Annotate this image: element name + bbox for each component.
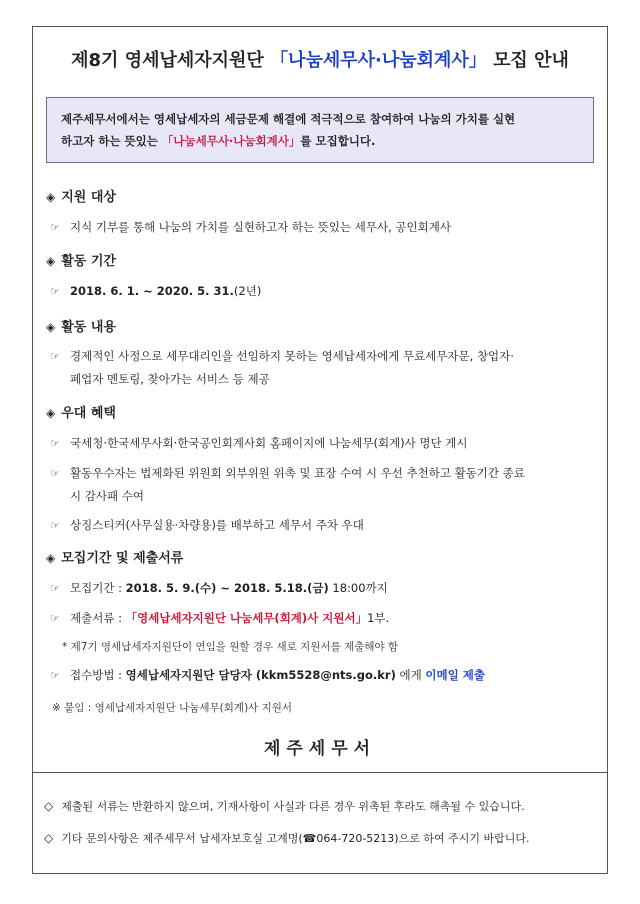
section-heading-target (46, 186, 116, 205)
item-text: 국세청·한국세무사회·한국공인회계사회 홈페이지에 나눔세무(회계)사 명단 게시 (70, 436, 468, 450)
recruit-period-deadline: 18:00까지 (328, 581, 388, 595)
attachment-note: ※ 붙임 : 영세납세자지원단 나눔세무(회계)사 지원서 (52, 702, 293, 714)
docs-note: * 제7기 영세납세자지원단이 연임을 원할 경우 새로 지원서를 제출해야 함 (62, 641, 399, 653)
intro-line2-prefix: 하고자 하는 뜻있는 (61, 134, 162, 148)
pointing-hand-icon: ☞ (50, 221, 60, 234)
intro-box (46, 97, 594, 163)
list-item (50, 216, 598, 239)
title-highlight: 「나눔세무사·나눔회계사」 (270, 50, 487, 71)
diamond-icon: ◈ (46, 190, 56, 204)
recruit-period-label: 모집기간 : (70, 581, 126, 595)
diamond-icon: ◈ (46, 254, 56, 268)
hollow-diamond-icon: ◇ (44, 831, 54, 845)
section-heading-benefits (46, 402, 116, 421)
docs-label: 제출서류 : (70, 611, 126, 625)
docs-count: 1부. (367, 611, 390, 625)
issuer-name: 제주세무서 (263, 739, 377, 759)
intro-line-1: 제주세무서에서는 영세납세자의 세금문제 해결에 적극적으로 참여하여 나눔의 가치를 실현 (61, 112, 516, 126)
list-item (50, 577, 598, 600)
diamond-icon: ◈ (46, 320, 56, 334)
section-heading-recruit (46, 547, 183, 566)
list-item (50, 607, 598, 630)
intro-line2-suffix: 를 모집합니다. (300, 134, 376, 148)
list-item (50, 462, 598, 507)
method-label: 접수방법 : (70, 668, 126, 682)
section-heading-text: 지원 대상 (61, 190, 116, 205)
page-title (32, 46, 608, 72)
item-text: 상징스티커(사무실용·차량용)를 배부하고 세무서 주차 우대 (70, 518, 364, 532)
item-text: 활동우수자는 법제화된 위원회 외부위원 위촉 및 표장 수여 시 우선 추천하고 활동기간 종료 (70, 466, 525, 480)
bottom-note-text: 기타 문의사항은 제주세무서 납세자보호실 고계명(☎064-720-5213)으로 하여 주시기 바랍니다. (61, 832, 530, 845)
diamond-icon: ◈ (46, 406, 56, 420)
list-item (50, 514, 598, 537)
method-mid: 에게 (395, 668, 426, 682)
docs-form-name: 「영세납세자지원단 나눔세무(회계)사 지원서」 (125, 611, 368, 625)
item-text: 경제적인 사정으로 세무대리인을 선임하지 못하는 영세납세자에게 무료세무자문, 창업자· (70, 349, 514, 363)
pointing-hand-icon: ☞ (50, 350, 60, 363)
section-heading-text: 활동 기간 (61, 254, 116, 269)
list-item (50, 664, 598, 687)
list-item (50, 345, 598, 390)
item-text: 지식 기부를 통해 나눔의 가치를 실현하고자 하는 뜻있는 세무사, 공인회계사 (70, 220, 451, 234)
hollow-diamond-icon: ◇ (44, 799, 54, 813)
bottom-note-2 (44, 830, 604, 846)
recruit-period-dates: 2018. 5. 9.(수) ~ 2018. 5.18.(금) (125, 581, 329, 595)
period-duration: (2년) (233, 284, 262, 298)
method-email-submit: 이메일 제출 (425, 668, 485, 682)
title-suffix: 모집 안내 (486, 50, 569, 71)
pointing-hand-icon: ☞ (50, 669, 60, 682)
section-heading-text: 활동 내용 (61, 320, 116, 335)
pointing-hand-icon: ☞ (50, 519, 60, 532)
pointing-hand-icon: ☞ (50, 467, 60, 480)
bottom-note-1 (44, 798, 604, 814)
bottom-note-text: 제출된 서류는 반환하지 않으며, 기재사항이 사실과 다른 경우 위촉된 후라도 해촉될 수 있습니다. (61, 800, 525, 813)
list-item (50, 280, 598, 303)
section-heading-period (46, 250, 116, 269)
pointing-hand-icon: ☞ (50, 437, 60, 450)
period-dates: 2018. 6. 1. ~ 2020. 5. 31. (70, 284, 234, 298)
intro-line-2 (61, 130, 579, 152)
method-contact: 영세납세자지원단 담당자 (kkm5528@nts.go.kr) (125, 668, 396, 682)
pointing-hand-icon: ☞ (50, 582, 60, 595)
pointing-hand-icon: ☞ (50, 285, 60, 298)
intro-highlight: 「나눔세무사·나눔회계사」 (161, 134, 301, 148)
item-text-continued: 시 감사패 수여 (70, 489, 144, 503)
pointing-hand-icon: ☞ (50, 612, 60, 625)
section-heading-text: 우대 혜택 (61, 406, 116, 421)
diamond-icon: ◈ (46, 551, 56, 565)
item-text-continued: 폐업자 멘토링, 찾아가는 서비스 등 제공 (70, 372, 270, 386)
list-item (50, 432, 598, 455)
section-heading-text: 모집기간 및 제출서류 (61, 551, 184, 566)
section-heading-content (46, 316, 116, 335)
title-prefix: 제8기 영세납세자지원단 (71, 50, 271, 71)
